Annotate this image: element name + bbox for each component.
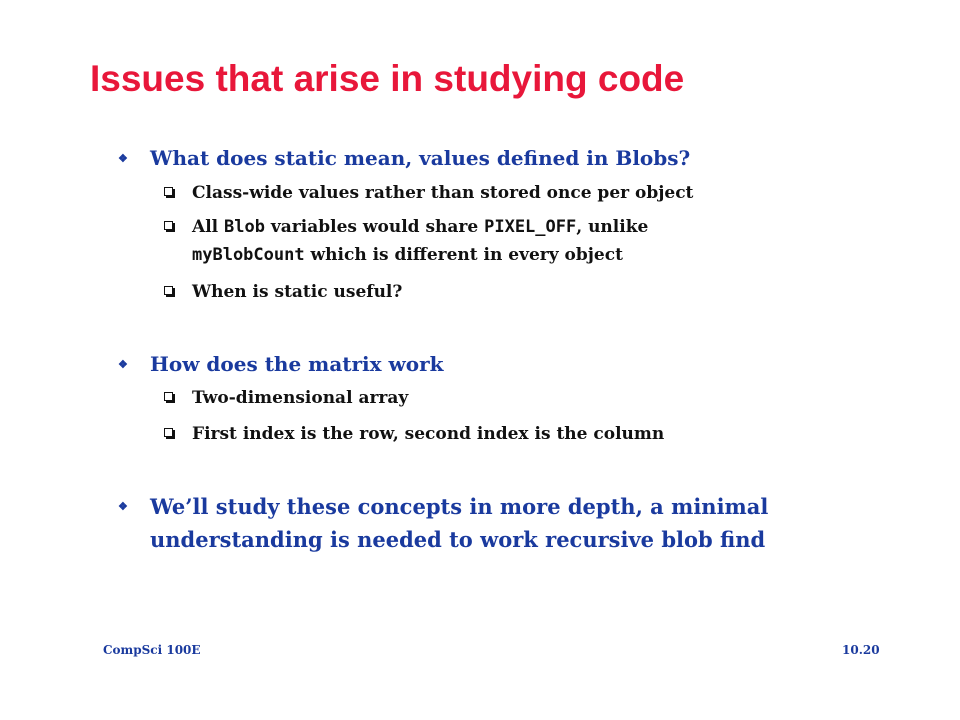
sub-bullet-text: When is static useful? xyxy=(192,282,403,302)
box-bullet-icon xyxy=(164,221,173,230)
code-run: myBlobCount xyxy=(192,245,305,265)
bullet-text: What does static mean, values defined in Blobs? xyxy=(150,146,691,170)
sub-bullet-text: First index is the row, second index is the column xyxy=(192,424,665,444)
code-run: Blob xyxy=(224,217,265,237)
bullet-line: We’ll study these concepts in more depth, a minimal xyxy=(150,494,769,519)
footer-course: CompSci 100E xyxy=(103,643,201,657)
sub-bullet-text: Two-dimensional array xyxy=(192,388,409,408)
sub-bullet-text xyxy=(192,213,832,269)
text-run: , unlike xyxy=(576,217,649,237)
sub-bullet-text: Class-wide values rather than stored once per object xyxy=(192,183,694,203)
box-bullet-icon xyxy=(164,392,173,401)
text-run: variables would share xyxy=(264,217,485,237)
text-run: which is different in every object xyxy=(304,245,623,265)
bullet-text: How does the matrix work xyxy=(150,352,444,376)
footer-page-number: 10.20 xyxy=(842,643,880,657)
bullet-text xyxy=(150,490,840,556)
code-run: PIXEL_OFF xyxy=(484,217,577,237)
diamond-bullet-icon: ❖ xyxy=(118,358,128,371)
diamond-bullet-icon: ❖ xyxy=(118,152,128,165)
slide-title: Issues that arise in studying code xyxy=(90,58,685,99)
diamond-bullet-icon: ❖ xyxy=(118,500,128,513)
text-run: All xyxy=(192,217,225,237)
box-bullet-icon xyxy=(164,187,173,196)
box-bullet-icon xyxy=(164,428,173,437)
box-bullet-icon xyxy=(164,286,173,295)
bullet-line: understanding is needed to work recursive blob find xyxy=(150,527,766,552)
